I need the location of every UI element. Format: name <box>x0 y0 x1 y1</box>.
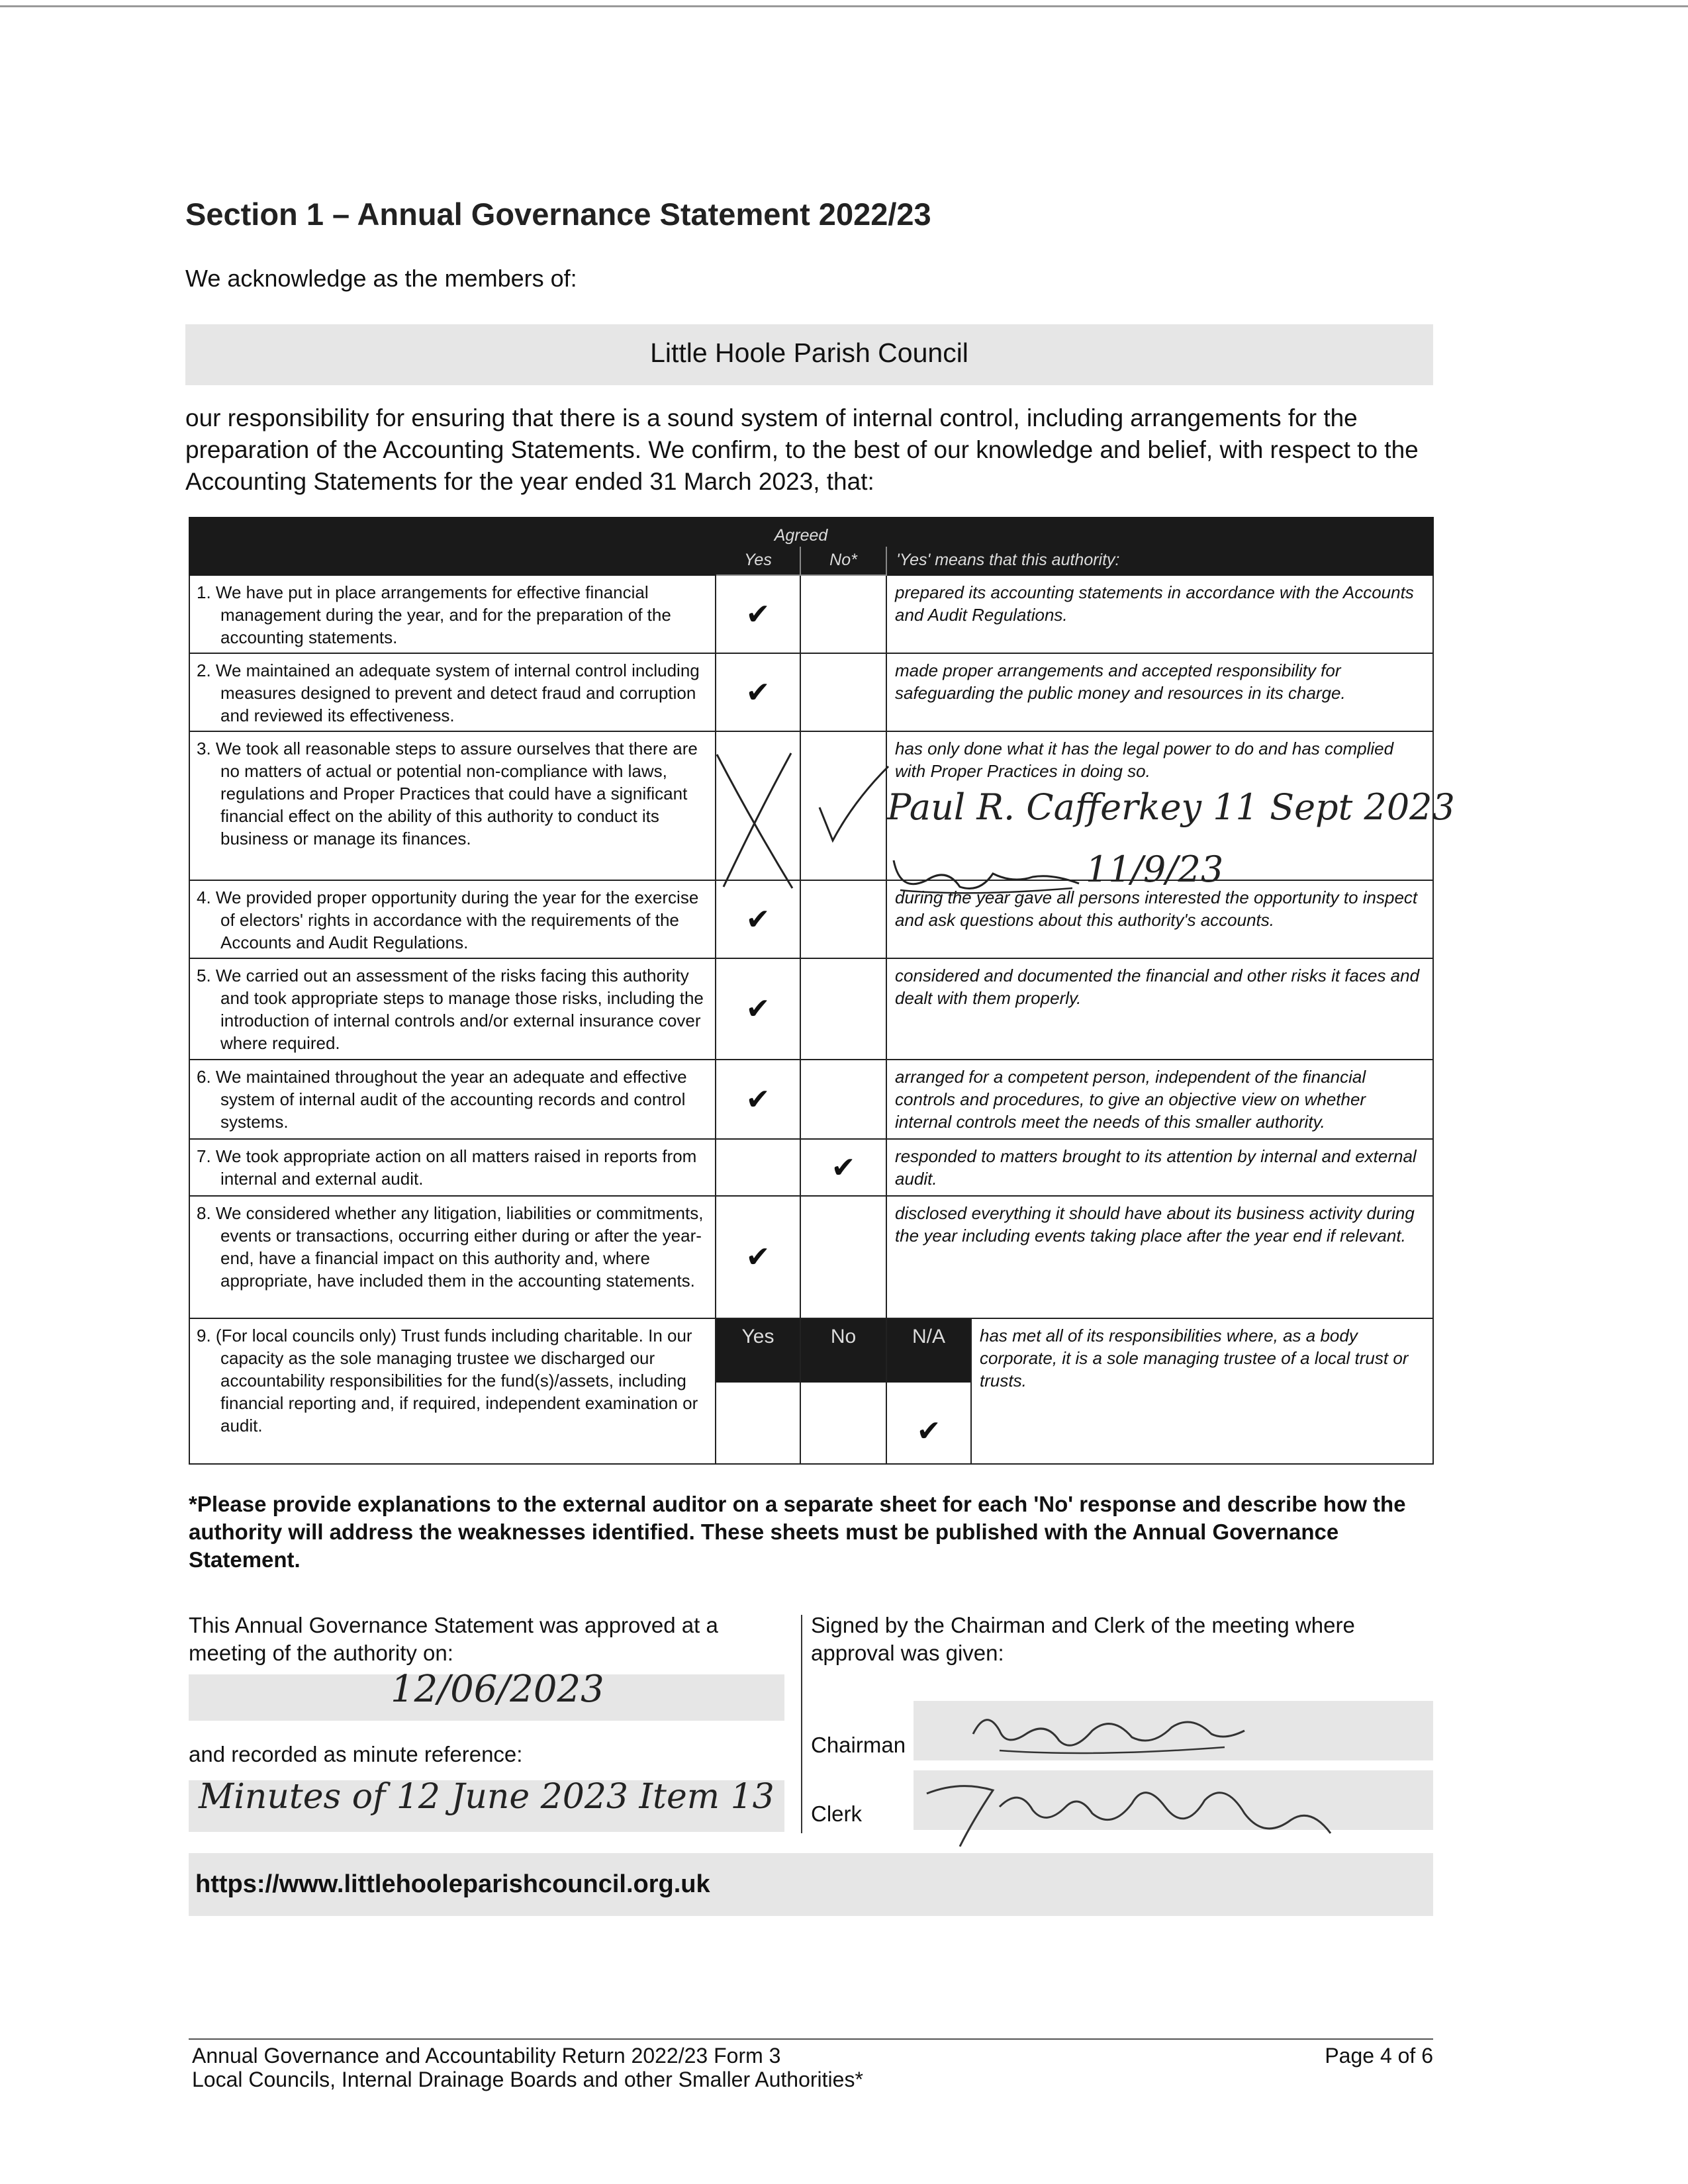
row3-handwritten-annotation: Paul R. Cafferkey 11 Sept 2023 <box>887 786 1455 828</box>
table-row <box>189 653 1433 731</box>
table-row <box>189 958 1433 1060</box>
clerk-signature <box>920 1767 1344 1860</box>
page-number: Page 4 of 6 <box>1325 2044 1433 2068</box>
no-checkbox-6[interactable] <box>800 1060 886 1139</box>
minute-reference-label: and recorded as minute reference: <box>189 1742 523 1766</box>
footer-divider <box>189 2038 1433 2040</box>
yes-checkbox-7[interactable] <box>716 1139 800 1196</box>
table-header-row-1 <box>189 518 1433 546</box>
table-row <box>189 575 1433 653</box>
meeting-date-value: 12/06/2023 <box>391 1668 604 1711</box>
row9-yes-cell <box>716 1318 800 1464</box>
row9-na-header: N/A <box>887 1319 970 1383</box>
yes-checkbox-2[interactable]: ✔ <box>716 653 800 731</box>
header-blank-right <box>886 518 1433 546</box>
yes-checkbox-4[interactable]: ✔ <box>716 880 800 958</box>
yes-checkbox-1[interactable]: ✔ <box>716 575 800 653</box>
statement-6: 6. We maintained throughout the year an adequate and effective system of internal audit of the accounting records and control systems. <box>197 1067 687 1132</box>
scan-top-edge <box>0 5 1688 7</box>
row3-handwritten-initials: 11/9/23 <box>1086 848 1224 890</box>
no-checkbox-8[interactable] <box>800 1196 886 1318</box>
table-header-row-2 <box>189 546 1433 575</box>
row3-no-handwritten-tick <box>814 761 894 847</box>
table-row <box>189 1196 1433 1318</box>
response-8: disclosed everything it should have about its business activity during the year including events taking place after the year end if relevant. <box>886 1196 1433 1318</box>
no-checkbox-1[interactable] <box>800 575 886 653</box>
row3-yes-cross-mark <box>712 748 798 893</box>
statement-7: 7. We took appropriate action on all matters raised in reports from internal and external audit. <box>197 1146 697 1189</box>
no-checkbox-7[interactable]: ✔ <box>800 1139 886 1196</box>
signature-divider <box>801 1615 802 1833</box>
statement-1: 1. We have put in place arrangements for effective financial management during the year, and for the preparation of the accounting statements. <box>197 582 671 647</box>
table-row <box>189 1139 1433 1196</box>
row9-yes-checkbox[interactable] <box>716 1383 800 1463</box>
yes-checkbox-5[interactable]: ✔ <box>716 958 800 1060</box>
minute-reference-value: Minutes of 12 June 2023 Item 13 <box>199 1777 774 1817</box>
header-blank-2 <box>189 546 716 575</box>
response-3: has only done what it has the legal power to do and has complied with Proper Practices in doing so. <box>886 731 1433 880</box>
footer-authorities: Local Councils, Internal Drainage Boards and other Smaller Authorities* <box>192 2068 863 2091</box>
response-7: responded to matters brought to its attention by internal and external audit. <box>886 1139 1433 1196</box>
council-name: Little Hoole Parish Council <box>650 338 968 368</box>
statement-4: 4. We provided proper opportunity during the year for the exercise of electors' rights in accordance with the requirements of the Accounts and Audit Regulations. <box>197 887 699 952</box>
no-checkbox-4[interactable] <box>800 880 886 958</box>
table-row <box>189 1060 1433 1139</box>
header-no: No* <box>800 546 886 575</box>
header-yes: Yes <box>716 546 800 575</box>
response-6: arranged for a competent person, independent of the financial controls and procedures, to give an objective view on whether internal controls meet the needs of this smaller authority. <box>886 1060 1433 1139</box>
table-row <box>189 880 1433 958</box>
header-means: 'Yes' means that this authority: <box>886 546 1433 575</box>
header-blank <box>189 518 716 546</box>
yes-checkbox-6[interactable]: ✔ <box>716 1060 800 1139</box>
row9-no-checkbox[interactable] <box>801 1383 886 1463</box>
yes-checkbox-8[interactable]: ✔ <box>716 1196 800 1318</box>
council-name-field <box>185 324 1433 385</box>
table-row-9 <box>189 1318 1433 1464</box>
footer-form-title: Annual Governance and Accountability Return 2022/23 Form 3 <box>192 2044 781 2068</box>
statement-3: 3. We took all reasonable steps to assure ourselves that there are no matters of actual or potential non-compliance with laws, regulations and Proper Practices that could have a significant financial effect on the ability of this authority to conduct its business or manage its finances. <box>197 739 698 848</box>
row9-na-cell <box>887 1319 972 1463</box>
header-agreed: Agreed <box>716 518 886 546</box>
row3-initials-signature <box>887 847 1086 900</box>
row9-no-header: No <box>801 1319 886 1383</box>
intro-paragraph: our responsibility for ensuring that there is a sound system of internal control, including arrangements for the preparation of the Accounting Statements. We confirm, to the best of our knowledge and belief, with respect to the Accounting Statements for the year ended 31 March 2023, that: <box>185 404 1419 495</box>
row9-no-cell <box>800 1318 886 1464</box>
chairman-signature <box>960 1694 1258 1767</box>
statement-9: 9. (For local councils only) Trust funds including charitable. In our capacity as the sole managing trustee we discharged our accountability responsibilities for the fund(s)/assets, including financial reporting and, if required, independent examination or audit. <box>197 1326 698 1435</box>
page-title: Section 1 – Annual Governance Statement 2022/23 <box>185 197 931 232</box>
no-checkbox-2[interactable] <box>800 653 886 731</box>
statement-5: 5. We carried out an assessment of the risks facing this authority and took appropriate steps to manage those risks, including the introduction of internal controls and/or external insurance cover where required. <box>197 966 704 1053</box>
clerk-label: Clerk <box>811 1801 863 1826</box>
statement-2: 2. We maintained an adequate system of internal control including measures designed to prevent and detect fraud and corruption and reviewed its effectiveness. <box>197 660 700 725</box>
no-response-note: *Please provide explanations to the external auditor on a separate sheet for each 'No' response and describe how the authority will address the weaknesses identified. These sheets must be published with the Annual Governance Statement. <box>189 1492 1406 1572</box>
approved-text: This Annual Governance Statement was approved at a meeting of the authority on: <box>189 1613 718 1665</box>
statement-8: 8. We considered whether any litigation, liabilities or commitments, events or transactions, occurring either during or after the year-end, have a financial impact on this authority and, where appropriate, have included them in the accounting statements. <box>197 1203 704 1291</box>
website-url[interactable]: https://www.littlehooleparishcouncil.org.uk <box>195 1870 710 1898</box>
response-2: made proper arrangements and accepted responsibility for safeguarding the public money and resources in its charge. <box>886 653 1433 731</box>
signed-by-text: Signed by the Chairman and Clerk of the meeting where approval was given: <box>811 1613 1355 1665</box>
chairman-label: Chairman <box>811 1733 906 1757</box>
row9-yes-header: Yes <box>716 1319 800 1383</box>
response-4: during the year gave all persons interested the opportunity to inspect and ask questions about this authority's accounts. <box>886 880 1433 958</box>
response-9: has met all of its responsibilities where, as a body corporate, it is a sole managing trustee of a local trust or trusts. <box>980 1326 1409 1390</box>
no-checkbox-5[interactable] <box>800 958 886 1060</box>
response-5: considered and documented the financial and other risks it faces and dealt with them properly. <box>886 958 1433 1060</box>
response-1: prepared its accounting statements in accordance with the Accounts and Audit Regulations. <box>886 575 1433 653</box>
row9-na-checkbox[interactable]: ✔ <box>916 1415 941 1447</box>
governance-table <box>189 517 1434 1465</box>
acknowledge-text: We acknowledge as the members of: <box>185 265 577 292</box>
